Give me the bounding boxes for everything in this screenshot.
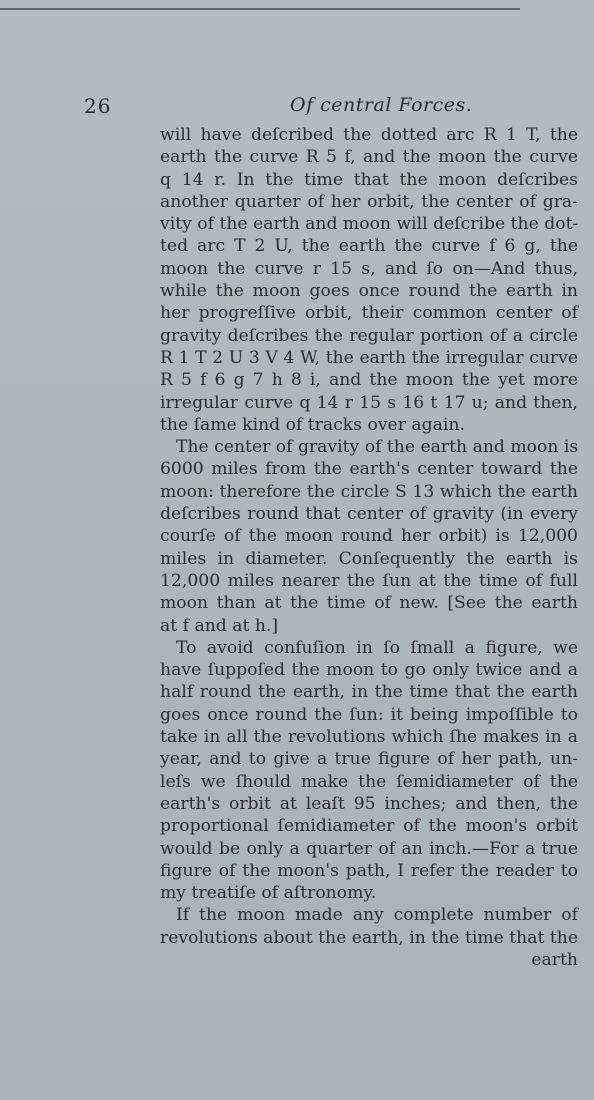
text-line: my treatiſe of aſtronomy. <box>160 883 377 904</box>
text-line: while the moon goes once round the earth in <box>160 281 578 302</box>
text-line: q 14 r. In the time that the moon deſcribes <box>160 169 578 190</box>
text-line: the ſame kind of tracks over again. <box>160 414 465 435</box>
text-line: vity of the earth and moon will deſcribe the dot- <box>160 214 579 235</box>
text-line: half round the earth, in the time that the earth <box>160 682 578 703</box>
text-line: take in all the revolutions which ſhe makes in a <box>160 727 578 748</box>
running-head: Of central Forces. <box>290 94 473 116</box>
text-line: another quarter of her orbit, the center of gra- <box>160 191 578 212</box>
text-line: If the moon made any complete number of <box>176 905 578 926</box>
text-line: year, and to give a true figure of her path, un- <box>160 749 578 770</box>
top-edge-rule <box>0 8 520 10</box>
catchword: earth <box>531 949 578 970</box>
text-line: gravity deſcribes the regular portion of a circle <box>160 325 578 346</box>
text-line: moon the curve r 15 s, and ſo on—And thus, <box>160 258 578 279</box>
text-line: will have deſcribed the dotted arc R 1 T, the <box>160 125 578 145</box>
page-number: 26 <box>84 94 112 118</box>
text-line: moon: therefore the circle S 13 which the earth <box>160 481 578 502</box>
text-line: earth the curve R 5 f, and the moon the curve <box>160 147 578 168</box>
text-line: revolutions about the earth, in the time that the <box>160 927 579 948</box>
text-line: 6000 miles from the earth's center toward the <box>160 459 578 480</box>
body-text <box>160 124 578 971</box>
text-line: have ſuppoſed the moon to go only twice and a <box>160 660 578 681</box>
text-line: The center of gravity of the earth and moon is <box>176 437 579 458</box>
text-line: irregular curve q 14 r 15 s 16 t 17 u; and then, <box>160 392 578 413</box>
text-line: To avoid confuſion in ſo ſmall a figure, we <box>176 637 578 658</box>
text-line: her progreſſive orbit, their common center of <box>160 303 578 324</box>
text-line: courſe of the moon round her orbit) is 12,000 <box>160 526 578 547</box>
text-line: miles in diameter. Conſequently the earth is <box>160 548 578 569</box>
text-line: earth's orbit at leaſt 95 inches; and then, the <box>160 793 578 814</box>
text-line: would be only a quarter of an inch.—For a true <box>160 838 578 859</box>
text-line: 12,000 miles nearer the ſun at the time of full <box>160 570 578 591</box>
text-line: leſs we ſhould make the ſemidiameter of the <box>160 771 578 792</box>
text-line: ted arc T 2 U, the earth the curve f 6 g, the <box>160 236 578 257</box>
text-line: proportional ſemidiameter of the moon's orbit <box>160 816 578 837</box>
text-line: R 5 f 6 g 7 h 8 i, and the moon the yet more <box>160 370 578 391</box>
text-line: deſcribes round that center of gravity (in every <box>160 504 578 525</box>
text-line: goes once round the ſun: it being impoſſible to <box>160 704 578 725</box>
text-line: R 1 T 2 U 3 V 4 W, the earth the irregular curve <box>160 347 578 368</box>
text-line: figure of the moon's path, I refer the reader to <box>160 860 578 881</box>
text-line: moon than at the time of new. [See the earth <box>160 593 578 614</box>
text-line: at f and at h.] <box>160 615 279 636</box>
